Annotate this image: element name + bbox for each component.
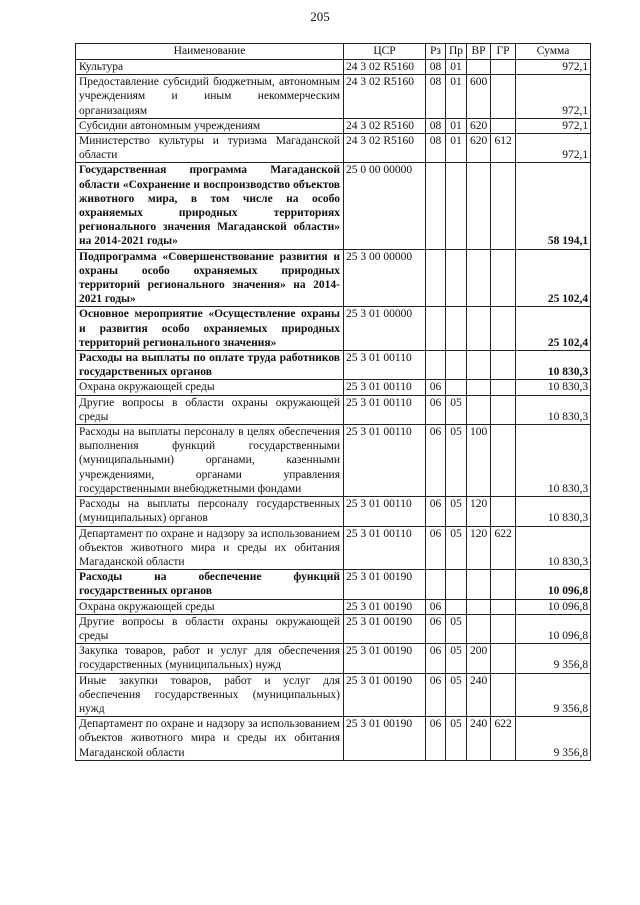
row-rz-cell: 08 [426, 75, 446, 119]
row-pr-cell: 05 [446, 395, 467, 424]
row-gr-cell [491, 644, 516, 673]
row-name-cell: Другие вопросы в области охраны окружающей среды [76, 614, 344, 643]
table-row [76, 163, 591, 249]
row-vr-cell: 240 [467, 717, 491, 761]
row-vr-cell [467, 614, 491, 643]
row-pr-cell [446, 163, 467, 249]
row-pr-cell [446, 249, 467, 307]
row-rz-cell: 06 [426, 380, 446, 395]
row-sum-cell: 10 830,3 [516, 526, 591, 570]
table-row [76, 717, 591, 761]
row-rz-cell [426, 249, 446, 307]
row-rz-cell [426, 570, 446, 599]
row-pr-cell: 05 [446, 526, 467, 570]
row-csr-cell: 24 3 02 R5160 [344, 60, 426, 75]
row-name-cell: Охрана окружающей среды [76, 380, 344, 395]
budget-table [75, 43, 591, 761]
row-rz-cell: 06 [426, 497, 446, 526]
row-name-cell: Расходы на выплаты персоналу государственных (муниципальных) органов [76, 497, 344, 526]
row-sum-cell: 10 096,8 [516, 614, 591, 643]
row-gr-cell [491, 425, 516, 497]
row-csr-cell: 25 3 01 00190 [344, 570, 426, 599]
row-gr-cell [491, 75, 516, 119]
row-pr-cell: 01 [446, 75, 467, 119]
row-gr-cell [491, 599, 516, 614]
table-row [76, 249, 591, 307]
table-row [76, 307, 591, 351]
row-name-cell: Иные закупки товаров, работ и услуг для обеспечения государственных (муниципальных) нужд [76, 673, 344, 717]
row-vr-cell [467, 351, 491, 380]
row-vr-cell [467, 570, 491, 599]
row-vr-cell [467, 249, 491, 307]
row-name-cell: Государственная программа Магаданской области «Сохранение и воспроизводство объектов животного мира, в том числе на особо охраняемых природных территориях регионального значения Магаданской области» на 2014-2021 годы» [76, 163, 344, 249]
table-row [76, 118, 591, 133]
row-gr-cell: 622 [491, 526, 516, 570]
row-gr-cell [491, 163, 516, 249]
header-vr: ВР [467, 44, 491, 60]
table-row [76, 570, 591, 599]
row-gr-cell [491, 249, 516, 307]
table-row [76, 380, 591, 395]
row-vr-cell: 100 [467, 425, 491, 497]
row-csr-cell: 25 3 01 00110 [344, 395, 426, 424]
row-name-cell: Подпрограмма «Совершенствование развития и охраны особо охраняемых природных территорий регионального значения» на 2014-2021 годы» [76, 249, 344, 307]
row-csr-cell: 25 3 01 00110 [344, 497, 426, 526]
table-row [76, 644, 591, 673]
row-csr-cell: 25 3 01 00190 [344, 673, 426, 717]
row-vr-cell: 600 [467, 75, 491, 119]
header-sum: Сумма [516, 44, 591, 60]
row-csr-cell: 25 3 01 00190 [344, 644, 426, 673]
row-sum-cell: 10 830,3 [516, 395, 591, 424]
header-name: Наименование [76, 44, 344, 60]
row-name-cell: Расходы на выплаты по оплате труда работников государственных органов [76, 351, 344, 380]
row-name-cell: Расходы на выплаты персоналу в целях обеспечения выполнения функций государственными (муниципальными) органами, казенными учреждениями, органами управления государственными внебюджетными фондами [76, 425, 344, 497]
header-csr: ЦСР [344, 44, 426, 60]
row-pr-cell [446, 351, 467, 380]
row-csr-cell: 25 3 01 00110 [344, 526, 426, 570]
row-name-cell: Другие вопросы в области охраны окружающей среды [76, 395, 344, 424]
row-sum-cell: 972,1 [516, 134, 591, 163]
row-vr-cell: 120 [467, 497, 491, 526]
row-gr-cell [491, 395, 516, 424]
row-rz-cell [426, 351, 446, 380]
row-csr-cell: 25 0 00 00000 [344, 163, 426, 249]
row-sum-cell: 10 096,8 [516, 599, 591, 614]
row-name-cell: Субсидии автономным учреждениям [76, 118, 344, 133]
table-row [76, 497, 591, 526]
row-sum-cell: 972,1 [516, 75, 591, 119]
row-rz-cell: 08 [426, 134, 446, 163]
row-rz-cell: 06 [426, 644, 446, 673]
row-sum-cell: 10 096,8 [516, 570, 591, 599]
row-csr-cell: 25 3 01 00110 [344, 380, 426, 395]
row-pr-cell: 05 [446, 717, 467, 761]
row-gr-cell [491, 570, 516, 599]
row-pr-cell [446, 570, 467, 599]
row-vr-cell [467, 599, 491, 614]
row-vr-cell: 120 [467, 526, 491, 570]
row-csr-cell: 25 3 01 00000 [344, 307, 426, 351]
row-vr-cell [467, 307, 491, 351]
row-pr-cell: 05 [446, 425, 467, 497]
row-vr-cell [467, 163, 491, 249]
row-name-cell: Департамент по охране и надзору за использованием объектов животного мира и среды их обитания Магаданской области [76, 717, 344, 761]
page-number: 205 [310, 9, 330, 24]
row-csr-cell: 25 3 00 00000 [344, 249, 426, 307]
row-rz-cell: 06 [426, 395, 446, 424]
row-sum-cell: 25 102,4 [516, 307, 591, 351]
row-rz-cell: 08 [426, 118, 446, 133]
row-csr-cell: 25 3 01 00110 [344, 351, 426, 380]
row-name-cell: Предоставление субсидий бюджетным, автономным учреждениям и иным некоммерческим организациям [76, 75, 344, 119]
row-vr-cell: 620 [467, 134, 491, 163]
row-gr-cell: 612 [491, 134, 516, 163]
row-gr-cell [491, 497, 516, 526]
row-pr-cell: 05 [446, 673, 467, 717]
row-sum-cell: 9 356,8 [516, 644, 591, 673]
row-name-cell: Культура [76, 60, 344, 75]
row-sum-cell: 25 102,4 [516, 249, 591, 307]
table-body [76, 60, 591, 761]
row-pr-cell: 01 [446, 118, 467, 133]
row-rz-cell: 06 [426, 599, 446, 614]
row-gr-cell [491, 118, 516, 133]
table-row [76, 134, 591, 163]
row-csr-cell: 24 3 02 R5160 [344, 118, 426, 133]
row-sum-cell: 9 356,8 [516, 673, 591, 717]
row-pr-cell: 05 [446, 497, 467, 526]
table-row [76, 75, 591, 119]
table-row [76, 673, 591, 717]
header-gr: ГР [491, 44, 516, 60]
row-rz-cell: 06 [426, 673, 446, 717]
row-csr-cell: 24 3 02 R5160 [344, 75, 426, 119]
row-rz-cell [426, 307, 446, 351]
row-sum-cell: 58 194,1 [516, 163, 591, 249]
row-name-cell: Департамент по охране и надзору за использованием объектов животного мира и среды их обитания Магаданской области [76, 526, 344, 570]
table-row [76, 526, 591, 570]
row-sum-cell: 10 830,3 [516, 425, 591, 497]
row-gr-cell [491, 307, 516, 351]
row-gr-cell [491, 380, 516, 395]
row-pr-cell [446, 380, 467, 395]
row-csr-cell: 25 3 01 00190 [344, 614, 426, 643]
row-rz-cell: 08 [426, 60, 446, 75]
row-csr-cell: 25 3 01 00190 [344, 599, 426, 614]
row-name-cell: Основное мероприятие «Осуществление охраны и развития особо охраняемых природных территорий регионального значения» [76, 307, 344, 351]
table-row [76, 60, 591, 75]
row-vr-cell [467, 60, 491, 75]
row-sum-cell: 10 830,3 [516, 351, 591, 380]
row-rz-cell: 06 [426, 526, 446, 570]
table-row [76, 395, 591, 424]
table-header-row [76, 44, 591, 60]
table-row [76, 599, 591, 614]
row-sum-cell: 10 830,3 [516, 380, 591, 395]
row-rz-cell [426, 163, 446, 249]
row-gr-cell [491, 614, 516, 643]
row-pr-cell [446, 307, 467, 351]
row-name-cell: Закупка товаров, работ и услуг для обеспечения государственных (муниципальных) нужд [76, 644, 344, 673]
row-vr-cell: 620 [467, 118, 491, 133]
row-gr-cell [491, 673, 516, 717]
row-name-cell: Министерство культуры и туризма Магаданской области [76, 134, 344, 163]
row-sum-cell: 972,1 [516, 60, 591, 75]
row-gr-cell: 622 [491, 717, 516, 761]
row-pr-cell [446, 599, 467, 614]
row-csr-cell: 24 3 02 R5160 [344, 134, 426, 163]
row-vr-cell [467, 380, 491, 395]
row-rz-cell: 06 [426, 425, 446, 497]
row-csr-cell: 25 3 01 00110 [344, 425, 426, 497]
header-pr: Пр [446, 44, 467, 60]
row-vr-cell [467, 395, 491, 424]
row-name-cell: Охрана окружающей среды [76, 599, 344, 614]
table-row [76, 351, 591, 380]
row-pr-cell: 01 [446, 60, 467, 75]
row-sum-cell: 10 830,3 [516, 497, 591, 526]
row-gr-cell [491, 60, 516, 75]
table-row [76, 425, 591, 497]
row-pr-cell: 05 [446, 644, 467, 673]
row-pr-cell: 05 [446, 614, 467, 643]
row-vr-cell: 200 [467, 644, 491, 673]
table-row [76, 614, 591, 643]
row-csr-cell: 25 3 01 00190 [344, 717, 426, 761]
row-rz-cell: 06 [426, 614, 446, 643]
row-rz-cell: 06 [426, 717, 446, 761]
row-gr-cell [491, 351, 516, 380]
row-sum-cell: 972,1 [516, 118, 591, 133]
row-name-cell: Расходы на обеспечение функций государственных органов [76, 570, 344, 599]
row-pr-cell: 01 [446, 134, 467, 163]
header-rz: Рз [426, 44, 446, 60]
row-sum-cell: 9 356,8 [516, 717, 591, 761]
row-vr-cell: 240 [467, 673, 491, 717]
